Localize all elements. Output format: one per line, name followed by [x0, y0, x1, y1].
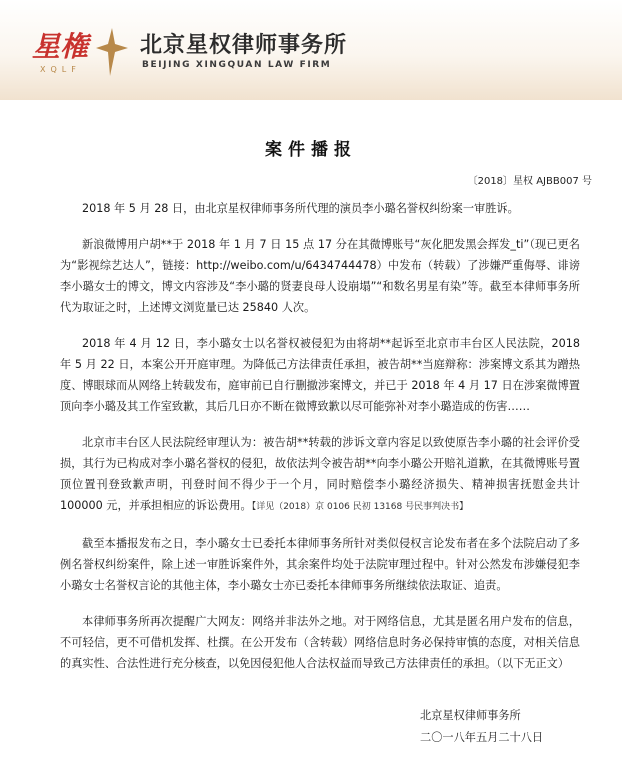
- firm-name-cn: 北京星权律师事务所: [140, 32, 348, 58]
- paragraph-4: 北京市丰台区人民法院经审理认为：被告胡**转载的涉诉文章内容足以致使原告李小璐的社会评价受损，其行为已构成对李小璐名誉权的侵犯，故依法判令被告胡**向李小璐公开赔礼道歉，在其微博账号置顶位置刊登致歉声明，刊登时间不得少于一个月，同时赔偿李小璐经济损失、精神损害抚慰金共计 100000 元，并承担相应的诉讼费用。【详见（2018）京 0106 民初 13168 号民事判决书】: [60, 436, 580, 512]
- letterhead: [0, 0, 622, 100]
- signature-block: [420, 705, 543, 749]
- logo-text: 星権: [32, 30, 89, 63]
- signature-date: 二〇一八年五月二十八日: [420, 731, 544, 744]
- paragraph-1: 2018 年 5 月 28 日，由北京星权律师事务所代理的演员李小璐名誉权纠纷案一审胜诉。: [82, 202, 519, 215]
- signature-firm: 北京星权律师事务所: [420, 709, 521, 722]
- paragraph-3: 2018 年 4 月 12 日，李小璐女士以名誉权被侵犯为由将胡**起诉至北京市丰台区人民法院，2018 年 5 月 22 日，本案公开开庭审理。为降低己方法律责任承担，被告胡**当庭辩称：涉案博文系其为蹭热度、博眼球而从网络上转载发布，庭审前已自行删撤涉案博文，并已于 2018 年 4 月 17 日在涉案微博置顶向李小璐及其工作室致歉，其后几日亦不断在微博致歉以尽可能弥补对李小璐造成的伤害……: [60, 337, 580, 413]
- announcement-body: [60, 198, 580, 689]
- firm-name-en: BEIJING XINGQUAN LAW FIRM: [142, 60, 332, 70]
- page-title: 案件播报: [265, 140, 357, 160]
- star-logo-icon: [30, 22, 130, 78]
- logo-sub: XQLF: [40, 65, 81, 74]
- judgment-reference: 【详见（2018）京 0106 民初 13168 号民事判决书】: [251, 502, 469, 512]
- paragraph-5: 截至本播报发布之日，李小璐女士已委托本律师事务所针对类似侵权言论发布者在多个法院启动了多例名誉权纠纷案件，除上述一审胜诉案件外，其余案件均处于法院审理过程中。针对公然发布涉嫌侵犯李小璐女士名誉权言论的其他主体，李小璐女士亦已委托本律师事务所继续依法取证、追责。: [60, 537, 580, 592]
- paragraph-2: 新浪微博用户胡**于 2018 年 1 月 7 日 15 点 17 分在其微博账号“灰化肥发黑会挥发_ti”（现已更名为“影视综艺达人”，链接：http://weibo.com/u/6434744478）中发布（转载）了涉嫌严重侮辱、诽谤李小璐女士的博文，博文内容涉及“李小璐的贤妻良母人设崩塌”“和数名男星有染”等。截至本律师事务所代为取证之时，上述博文浏览量已达 25840 人次。: [60, 238, 580, 314]
- paragraph-6: 本律师事务所再次提醒广大网友：网络并非法外之地。对于网络信息，尤其是匿名用户发布的信息，不可轻信，更不可借机发挥、杜撰。在公开发布（含转载）网络信息时务必保持审慎的态度，对相关信息的真实性、合法性进行充分核查，以免因侵犯他人合法权益而导致己方法律责任的承担。（以下无正文）: [60, 615, 580, 670]
- document-number: 〔2018〕星权 AJBB007 号: [467, 176, 592, 187]
- firm-logo: [30, 22, 348, 82]
